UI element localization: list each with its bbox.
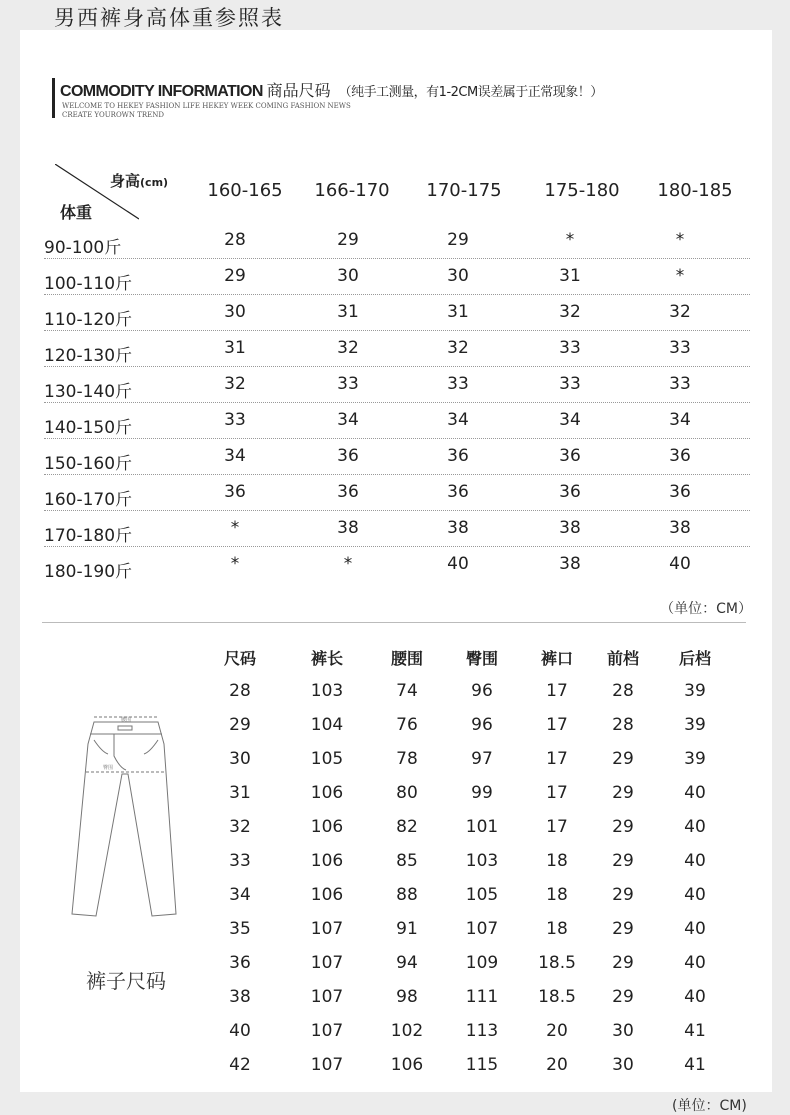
measure-cell: 102 [390,1021,424,1041]
size-cell: 36 [337,446,359,466]
measure-cell: 106 [390,1055,424,1075]
section-divider [42,622,746,623]
size-cell: 30 [447,266,469,286]
measure-cell: 17 [546,783,568,803]
header-title [60,78,603,101]
page-title: 男西裤身高体重参照表 [54,6,284,30]
size-cell: 28 [224,230,246,250]
row-separator [44,546,750,547]
size-cell: 30 [337,266,359,286]
measure-cell: 20 [546,1055,568,1075]
measure-cell: 32 [229,817,251,837]
measure-cell: 111 [465,987,499,1007]
measure-cell: 40 [229,1021,251,1041]
measure-cell: 85 [396,851,418,871]
measure-cell: 106 [310,817,344,837]
measure-cell: 97 [471,749,493,769]
measure-cell: 107 [310,919,344,939]
size-row [44,230,750,266]
size-cell: 36 [669,446,691,466]
size-row [44,266,750,302]
measure-cell: 28 [612,681,634,701]
measure-column-header: 腰围 [390,649,423,668]
weight-range-label: 90-100斤 [44,238,122,258]
measure-cell: 74 [396,681,418,701]
size-cell: 31 [559,266,581,286]
measure-cell: 96 [471,715,493,735]
measure-column-header: 后档 [678,649,711,668]
size-row [44,518,750,554]
size-cell: 29 [447,230,469,250]
size-cell: 32 [669,302,691,322]
measure-cell: 29 [229,715,251,735]
measure-cell: 29 [612,851,634,871]
measure-cell: 35 [229,919,251,939]
size-cell: * [343,554,353,574]
measure-chart-unit: (单位：CM) [672,1098,747,1114]
measure-cell: 29 [612,817,634,837]
measure-column-header: 臀围 [465,649,498,668]
size-cell: 36 [337,482,359,502]
size-cell: * [565,230,575,250]
weight-range-label: 170-180斤 [44,526,133,546]
row-separator [44,474,750,475]
size-row [44,302,750,338]
size-cell: * [230,554,240,574]
size-cell: 40 [447,554,469,574]
measure-cell: 29 [612,885,634,905]
measure-cell: 18 [546,919,568,939]
measure-cell: 96 [471,681,493,701]
size-cell: 38 [669,518,691,538]
measure-cell: 18 [546,885,568,905]
measure-cell: 20 [546,1021,568,1041]
size-cell: 36 [447,446,469,466]
size-cell: 30 [224,302,246,322]
weight-range-label: 120-130斤 [44,346,133,366]
header-title-cn: 商品尺码 [266,81,331,100]
header-note: （纯手工测量，有1-2CM误差属于正常现象！） [338,85,603,100]
measure-cell: 94 [396,953,418,973]
measure-cell: 28 [612,715,634,735]
measure-cell: 91 [396,919,418,939]
measure-cell: 29 [612,987,634,1007]
diagram-waist-label: 腰围 [120,717,132,723]
size-row [44,410,750,446]
size-row [44,374,750,410]
measure-cell: 30 [229,749,251,769]
measure-cell: 28 [229,681,251,701]
size-row [44,446,750,482]
pants-diagram [68,714,178,944]
measure-cell: 40 [684,953,706,973]
measure-cell: 106 [310,885,344,905]
measure-cell: 82 [396,817,418,837]
size-chart-unit: （单位：CM） [660,601,752,617]
measure-cell: 107 [310,987,344,1007]
size-cell: 32 [559,302,581,322]
measure-column-header: 前档 [606,649,639,668]
measure-cell: 39 [684,715,706,735]
weight-range-label: 140-150斤 [44,418,133,438]
weight-range-label: 160-170斤 [44,490,133,510]
measure-cell: 29 [612,783,634,803]
size-cell: 34 [337,410,359,430]
measure-cell: 33 [229,851,251,871]
measure-column-header: 裤长 [310,649,343,668]
size-cell: 31 [224,338,246,358]
weight-range-label: 180-190斤 [44,562,133,582]
measure-cell: 29 [612,919,634,939]
size-cell: 36 [669,482,691,502]
measure-cell: 39 [684,749,706,769]
measure-cell: 107 [310,1021,344,1041]
row-separator [44,510,750,511]
measure-column-header: 尺码 [223,649,256,668]
height-column-header: 160-165 [207,180,283,201]
measure-cell: 39 [684,681,706,701]
size-cell: 34 [224,446,246,466]
measure-cell: 38 [229,987,251,1007]
size-cell: 32 [447,338,469,358]
measure-cell: 80 [396,783,418,803]
size-card [20,30,772,1092]
measure-cell: 40 [684,919,706,939]
measure-cell: 105 [465,885,499,905]
measure-cell: 34 [229,885,251,905]
measure-cell: 88 [396,885,418,905]
row-separator [44,366,750,367]
diagram-hip-label: 臀围 [102,765,114,771]
size-cell: 33 [224,410,246,430]
row-separator [44,402,750,403]
header-subtitle-line1: WELCOME TO HEKEY FASHION LIFE HEKEY WEEK COMING FASHION NEWS [62,102,351,110]
size-cell: 38 [559,518,581,538]
measure-cell: 109 [465,953,499,973]
measure-cell: 107 [310,953,344,973]
weight-range-label: 100-110斤 [44,274,133,294]
measure-cell: 76 [396,715,418,735]
measure-cell: 29 [612,953,634,973]
size-cell: 33 [337,374,359,394]
measure-column-header: 裤口 [540,649,573,668]
weight-range-label: 130-140斤 [44,382,133,402]
measure-cell: 115 [465,1055,499,1075]
measure-cell: 99 [471,783,493,803]
corner-height-text: 身高 [110,172,141,190]
measure-cell: 40 [684,987,706,1007]
measure-cell: 105 [310,749,344,769]
size-cell: 36 [559,482,581,502]
size-cell: 38 [559,554,581,574]
measure-cell: 18.5 [538,987,576,1007]
row-separator [44,438,750,439]
measure-cell: 41 [684,1021,706,1041]
row-separator [44,330,750,331]
measure-cell: 101 [465,817,499,837]
measure-cell: 30 [612,1021,634,1041]
height-column-header: 170-175 [426,180,502,201]
measure-cell: 36 [229,953,251,973]
size-row [44,554,750,590]
measure-cell: 42 [229,1055,251,1075]
measure-cell: 106 [310,783,344,803]
size-cell: 36 [559,446,581,466]
measure-cell: 30 [612,1055,634,1075]
header-title-en: COMMODITY INFORMATION [60,83,263,100]
measure-cell: 40 [684,885,706,905]
weight-range-label: 150-160斤 [44,454,133,474]
measure-cell: 17 [546,715,568,735]
measure-cell: 113 [465,1021,499,1041]
measure-cell: 107 [310,1055,344,1075]
size-cell: 32 [224,374,246,394]
measure-cell: 98 [396,987,418,1007]
height-column-header: 180-185 [657,180,733,201]
size-cell: * [230,518,240,538]
size-cell: 38 [447,518,469,538]
measure-cell: 78 [396,749,418,769]
size-cell: 34 [669,410,691,430]
header-accent-bar [52,78,55,118]
measure-cell: 40 [684,851,706,871]
size-cell: 33 [559,374,581,394]
weight-range-label: 110-120斤 [44,310,133,330]
row-separator [44,294,750,295]
measure-cell: 17 [546,817,568,837]
measure-cell: 40 [684,817,706,837]
measure-cell: 31 [229,783,251,803]
corner-height-label [110,170,168,191]
measure-cell: 104 [310,715,344,735]
size-cell: 36 [447,482,469,502]
size-cell: 29 [224,266,246,286]
size-cell: 33 [447,374,469,394]
size-row [44,338,750,374]
size-cell: 34 [447,410,469,430]
size-cell: 31 [337,302,359,322]
height-column-header: 175-180 [544,180,620,201]
measure-cell: 106 [310,851,344,871]
measure-cell: 107 [465,919,499,939]
measure-cell: 103 [465,851,499,871]
pants-caption: 裤子尺码 [86,969,166,993]
size-cell: 38 [337,518,359,538]
size-cell: 34 [559,410,581,430]
size-row [44,482,750,518]
measure-cell: 29 [612,749,634,769]
corner-weight-label: 体重 [60,203,93,222]
measure-cell: 17 [546,681,568,701]
size-cell: * [675,266,685,286]
measure-cell: 18.5 [538,953,576,973]
height-column-header: 166-170 [314,180,390,201]
size-cell: 36 [224,482,246,502]
corner-height-unit: (cm) [140,176,169,189]
measure-cell: 18 [546,851,568,871]
measure-cell: 41 [684,1055,706,1075]
size-cell: 33 [669,374,691,394]
measure-cell: 17 [546,749,568,769]
header-subtitle [62,102,351,120]
size-cell: 40 [669,554,691,574]
size-cell: 33 [669,338,691,358]
size-cell: 33 [559,338,581,358]
size-cell: 31 [447,302,469,322]
size-cell: 32 [337,338,359,358]
size-cell: 29 [337,230,359,250]
header-subtitle-line2: CREATE YOUROWN TREND [62,111,165,119]
measure-cell: 40 [684,783,706,803]
row-separator [44,258,750,259]
measure-cell: 103 [310,681,344,701]
size-cell: * [675,230,685,250]
